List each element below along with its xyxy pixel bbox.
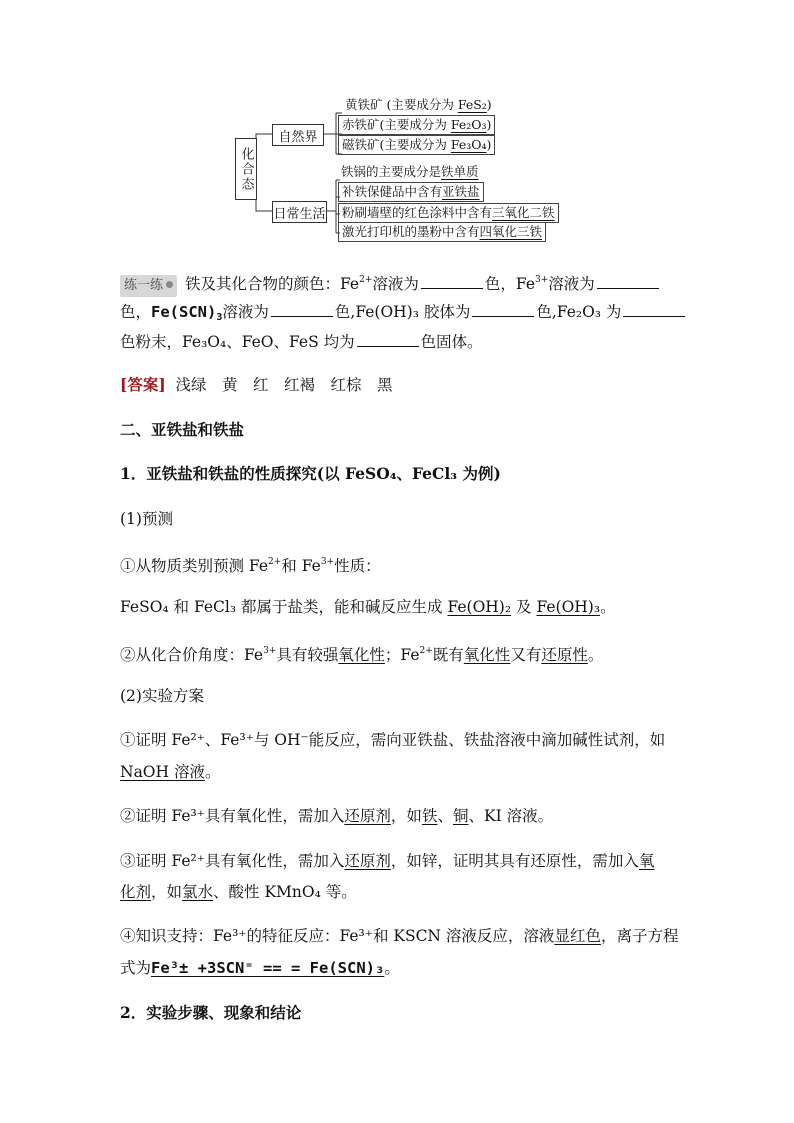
leaf-supplement xyxy=(338,182,484,202)
leaf-iron-pot-answer: 铁单质 xyxy=(441,164,479,179)
leaf-pyrite xyxy=(342,96,495,114)
experiment-2 xyxy=(120,806,553,826)
text: 、KI 溶液。 xyxy=(468,807,554,825)
text: ②从化合价角度：Fe xyxy=(120,646,264,664)
text: ，如 xyxy=(151,883,183,901)
answer-underlined: 显红色 xyxy=(554,927,601,945)
leaf-hematite-close: ) xyxy=(486,117,492,132)
charge-3plus: 3+ xyxy=(320,557,335,567)
practice-text: 色，Fe xyxy=(484,275,535,293)
practice-text: 色粉末，Fe₃O₄、FeO、FeS 均为 xyxy=(120,333,355,351)
text: ，离子方程 xyxy=(600,927,679,945)
text: 。 xyxy=(587,646,604,664)
branch-daily-life xyxy=(272,201,327,223)
subsection-heading-1: 1．亚铁盐和铁盐的性质探究(以 FeSO₄、FeCl₃ 为例) xyxy=(120,464,501,483)
leaf-iron-pot xyxy=(338,163,482,181)
leaf-magnetite-formula: Fe₃O₄ xyxy=(450,137,487,152)
section-heading: 二、亚铁盐和铁盐 xyxy=(120,420,245,439)
answer-underlined: 氧化性 xyxy=(463,646,511,664)
text: 、 xyxy=(437,807,453,825)
leaf-magnetite-close: ) xyxy=(486,137,492,152)
practice-badge xyxy=(120,275,177,297)
text: ④知识支持：Fe³⁺的特征反应：Fe³⁺和 KSCN 溶液反应，溶液 xyxy=(120,927,555,945)
answer-blank xyxy=(357,332,419,347)
branch-nature xyxy=(272,124,324,146)
text: 又有 xyxy=(510,646,542,664)
practice-text: 色,Fe(OH)₃ 胶体为 xyxy=(334,303,471,321)
dot-icon xyxy=(166,281,173,288)
fescn-formula: $Fe(SCN)_3$ xyxy=(151,303,223,323)
text: 、酸性 KMnO₄ 等。 xyxy=(213,883,357,901)
branch-nature-label: 自然界 xyxy=(278,129,318,145)
answer-blank xyxy=(597,274,659,289)
leaf-pyrite-close: ) xyxy=(486,97,492,112)
text: ②证明 Fe³⁺具有氧化性，需加入 xyxy=(120,807,345,825)
experiment-1-line-1: ①证明 Fe²⁺、Fe³⁺与 OH⁻能反应，需向亚铁盐、铁盐溶液中滴加碱性试剂，如 xyxy=(120,731,666,749)
branch-daily-life-label: 日常生活 xyxy=(273,206,326,222)
answer-underlined: 氯水 xyxy=(182,883,214,901)
leaf-paint xyxy=(338,203,559,223)
text: 既有 xyxy=(432,646,464,664)
answer-blank xyxy=(421,274,483,289)
answer-underlined: 化剂 xyxy=(120,883,152,901)
answer-underlined: 氧 xyxy=(638,852,655,870)
leaf-supplement-answer: 亚铁盐 xyxy=(442,184,480,199)
experiment-4-line-1 xyxy=(120,926,678,946)
charge-3plus: 3+ xyxy=(535,275,549,285)
answer-underlined: 铁 xyxy=(421,807,438,825)
leaf-toner-answer: 四氧化三铁 xyxy=(479,224,543,239)
practice-line-2 xyxy=(120,302,687,328)
leaf-pyrite-formula: FeS₂ xyxy=(457,97,487,112)
prediction-line-3 xyxy=(120,641,603,665)
practice-line-3 xyxy=(120,332,483,352)
leaf-magnetite xyxy=(338,135,495,155)
leaf-hematite-text: 赤铁矿(主要成分为 xyxy=(342,117,451,132)
charge-2plus: 2+ xyxy=(359,275,373,285)
leaf-paint-text: 粉刷墙壁的红色涂料中含有 xyxy=(342,205,493,220)
text: 及 xyxy=(511,598,537,616)
charge-3plus: 3+ xyxy=(263,646,277,656)
experiment-3-line-2 xyxy=(120,882,357,902)
charge-2plus: 2+ xyxy=(268,557,282,567)
leaf-hematite-formula: Fe₂O₃ xyxy=(450,117,487,132)
text: ③证明 Fe²⁺具有氧化性，需加入 xyxy=(120,852,345,870)
experiment-3-line-1 xyxy=(120,851,654,871)
answer-label: [答案] xyxy=(120,375,166,394)
prediction-line-2 xyxy=(120,597,616,617)
practice-line-1 xyxy=(120,270,661,297)
root-label: 化合态 xyxy=(238,146,254,192)
practice-text: 色， xyxy=(120,303,152,321)
text: ，如 xyxy=(390,807,422,825)
text: 和 Fe xyxy=(281,557,321,575)
answer-underlined: 铜 xyxy=(452,807,469,825)
leaf-toner xyxy=(338,222,546,242)
practice-text: 溶液为 xyxy=(548,275,595,293)
answer-values: 浅绿 黄 红 红褐 红棕 黑 xyxy=(175,376,393,394)
practice-text: 溶液为 xyxy=(222,303,269,321)
answer-underlined: 还原剂 xyxy=(344,807,391,825)
experiment-4-line-2 xyxy=(120,958,400,978)
ionic-equation: Fe³± +3SCN⁼ == = Fe(SCN)₃ xyxy=(151,959,385,977)
text: ①从物质类别预测 Fe xyxy=(120,557,269,575)
practice-text: 铁及其化合物的颜色：Fe xyxy=(185,275,360,293)
leaf-hematite xyxy=(338,115,495,135)
practice-text: 色固体。 xyxy=(420,333,483,351)
text: 具有较强 xyxy=(276,646,339,664)
text: 式为 xyxy=(120,959,152,977)
answer-underlined: Fe(OH)₃ xyxy=(536,598,601,616)
subsection-heading-2: 2．实验步骤、现象和结论 xyxy=(120,1003,302,1022)
answer-underlined: 氧化性 xyxy=(338,646,385,664)
leaf-toner-text: 激光打印机的墨粉中含有 xyxy=(342,224,480,239)
text: ；Fe xyxy=(384,646,420,664)
leaf-magnetite-text: 磁铁矿(主要成分为 xyxy=(342,137,451,152)
leaf-paint-answer: 三氧化二铁 xyxy=(492,205,555,220)
subheading-experiment: (2)实验方案 xyxy=(120,687,204,705)
practice-text: 色,Fe₂O₃ 为 xyxy=(536,303,622,321)
text: 。 xyxy=(384,959,400,977)
leaf-iron-pot-text: 铁锅的主要成分是 xyxy=(341,164,442,179)
answer-underlined: 还原性 xyxy=(541,646,588,664)
text: 性质： xyxy=(334,557,381,575)
answer-blank xyxy=(623,302,685,317)
practice-badge-label: 练一练 xyxy=(124,278,164,293)
text: 。 xyxy=(204,763,221,781)
experiment-1-line-2 xyxy=(120,762,220,782)
leaf-pyrite-text: 黄铁矿 (主要成分为 xyxy=(345,97,458,112)
answer-underlined: Fe(OH)₂ xyxy=(447,598,512,616)
leaf-supplement-text: 补铁保健品中含有 xyxy=(342,184,443,199)
answer-underlined: NaOH 溶液 xyxy=(120,763,205,781)
prediction-line-1 xyxy=(120,552,381,576)
subheading-prediction: (1)预测 xyxy=(120,510,173,528)
charge-2plus: 2+ xyxy=(419,646,433,656)
answer-underlined: 还原剂 xyxy=(344,852,391,870)
text: ，如锌，证明其具有还原性，需加入 xyxy=(390,852,639,870)
answer-blank xyxy=(472,302,534,317)
text: FeSO₄ 和 FeCl₃ 都属于盐类，能和碱反应生成 xyxy=(120,598,448,616)
practice-text: 溶液为 xyxy=(372,275,419,293)
answer-line xyxy=(120,375,393,395)
root-node xyxy=(235,138,257,200)
answer-blank xyxy=(271,302,333,317)
text: 。 xyxy=(600,598,616,616)
